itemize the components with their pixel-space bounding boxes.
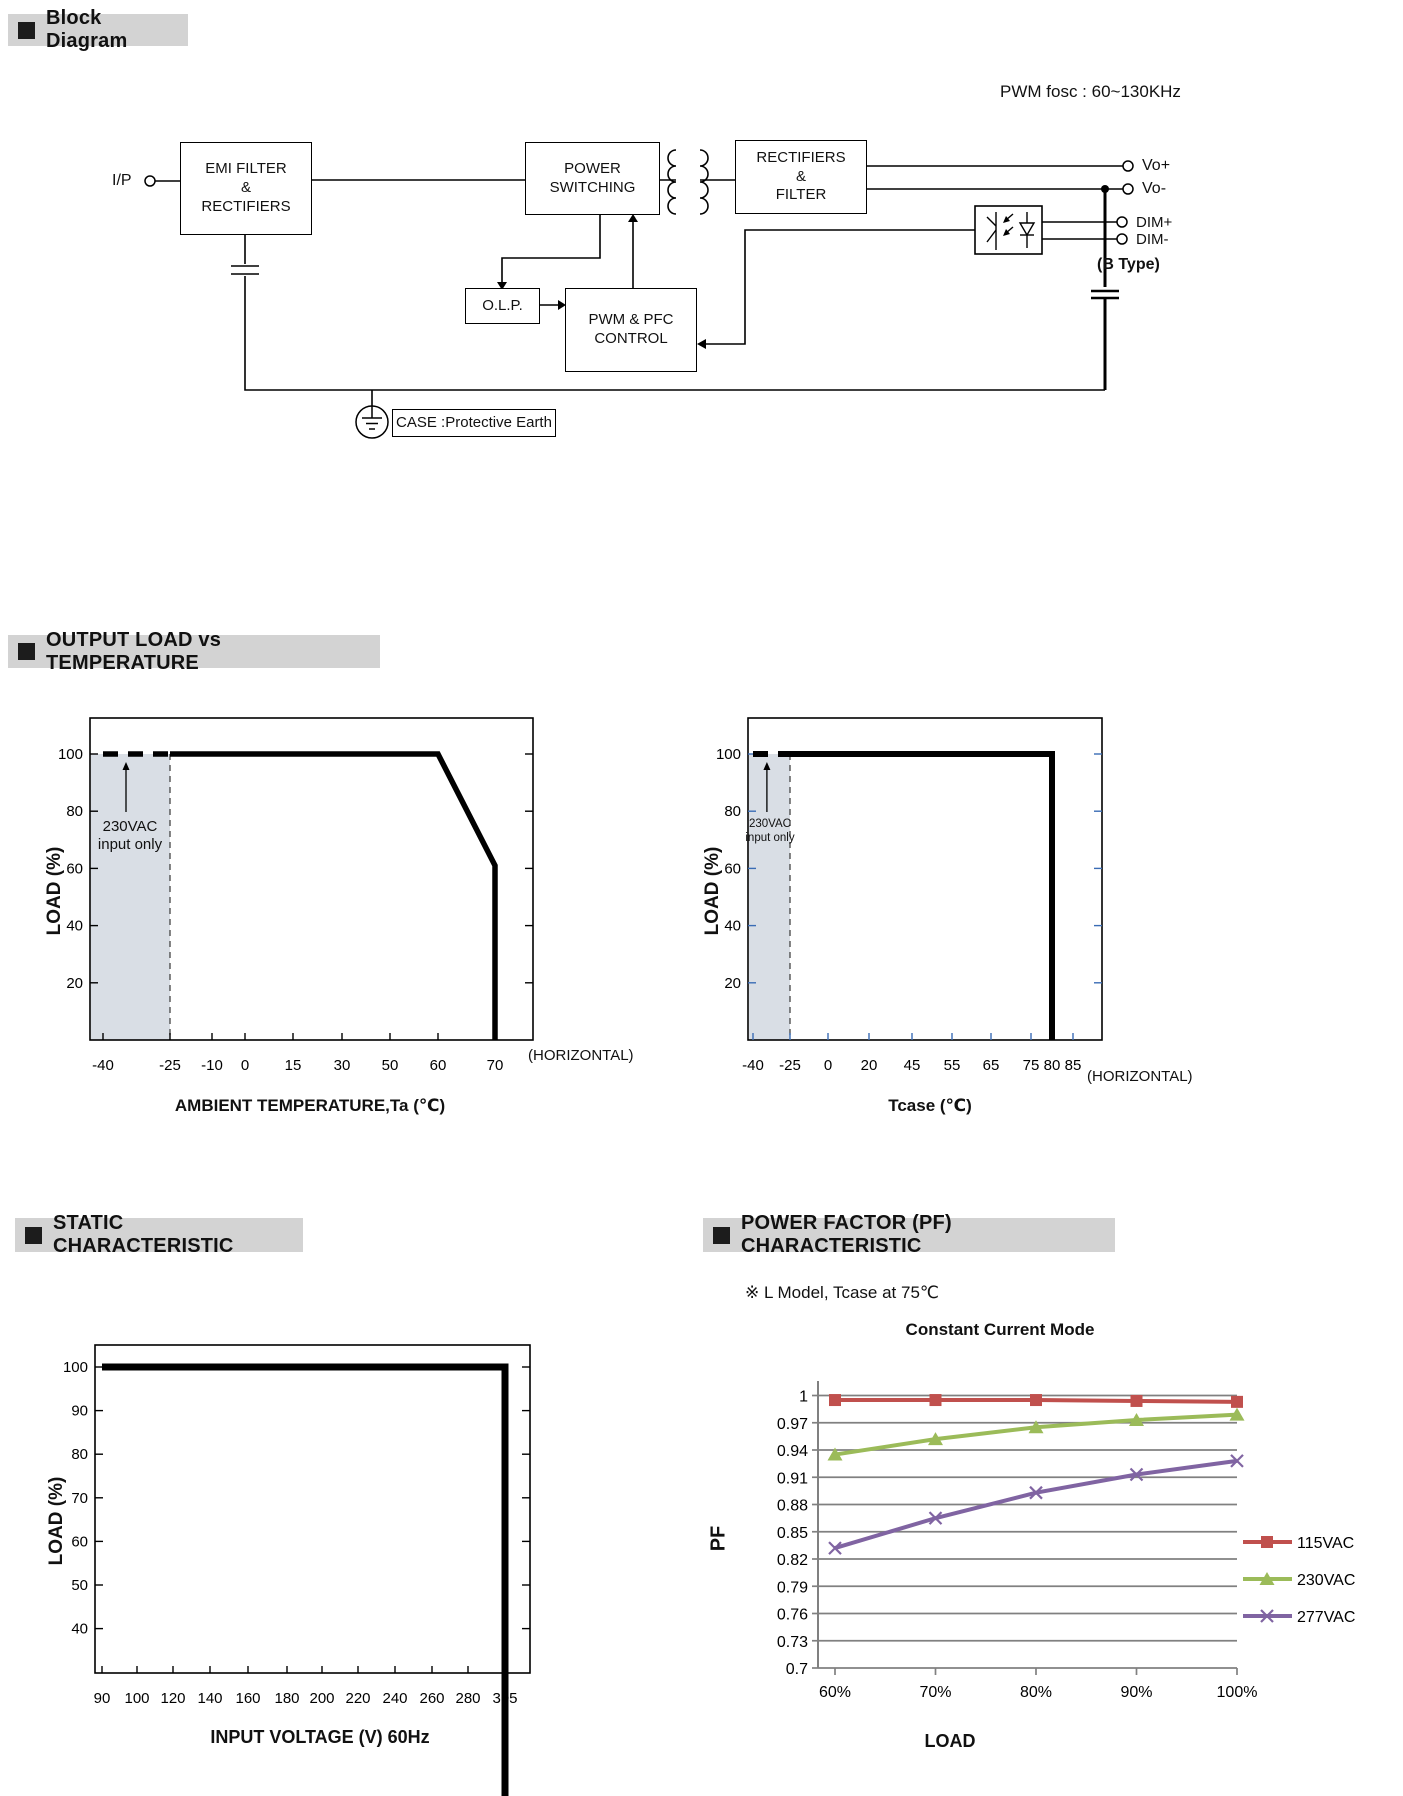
box-line: CASE :Protective Earth: [396, 413, 552, 431]
y-tick-label: 0.91: [776, 1470, 808, 1488]
legend-item: [1243, 1572, 1355, 1589]
x-tick-label: 160: [235, 1690, 261, 1707]
box-line: EMI FILTER: [205, 160, 287, 178]
pf-chart-title: Constant Current Mode: [905, 1320, 1095, 1339]
section-title: STATIC CHARACTERISTIC: [53, 1212, 234, 1257]
b-type-note: (B Type): [1097, 256, 1160, 273]
box-line: POWER: [564, 159, 621, 177]
x-tick-label: 50: [381, 1057, 399, 1074]
shade-note-line: input only: [97, 836, 163, 853]
legend-label: 230VAC: [1297, 1572, 1356, 1589]
box-line: &: [240, 179, 251, 197]
chart-ambient_load: [58, 718, 533, 1074]
x-tick-label: 305: [492, 1690, 518, 1707]
y-tick-label: 40: [71, 1620, 88, 1638]
box-line: O.L.P.: [482, 296, 523, 314]
x-tick-label: 30: [333, 1057, 351, 1074]
y-tick-label: 90: [71, 1402, 88, 1420]
dim-plus-label: DIM+: [1136, 214, 1173, 231]
x-tick-label: 0: [823, 1057, 833, 1074]
y-tick-label: 0.76: [776, 1606, 808, 1624]
tcase-x-axis-title: Tcase (℃): [888, 1096, 972, 1115]
legend-item: [1243, 1535, 1354, 1552]
legend-item: [1243, 1609, 1355, 1626]
y-tick-label: 0.79: [776, 1579, 808, 1597]
box-line: FILTER: [775, 186, 827, 204]
shade-note-line: 230VAC: [102, 818, 158, 835]
x-tick-label: 60: [429, 1057, 447, 1074]
y-tick-label: 80: [71, 1446, 88, 1464]
y-tick-label: 60: [71, 1533, 88, 1551]
y-tick-label: 0.85: [776, 1524, 808, 1542]
y-tick-label: 0.97: [776, 1415, 808, 1433]
box-line: CONTROL: [594, 330, 668, 347]
y-tick-label: 70: [71, 1489, 88, 1507]
section-title: POWER FACTOR (PF) CHARACTERISTIC: [741, 1212, 952, 1257]
pf-legend: [1243, 1535, 1355, 1626]
pf-y-axis-title: PF: [707, 1525, 730, 1552]
y-tick-label: 0.82: [776, 1552, 808, 1570]
x-tick-label: 200: [309, 1690, 335, 1707]
x-tick-label: 90%: [1120, 1684, 1153, 1701]
x-tick-label: 55: [943, 1057, 961, 1074]
y-tick-label: 100: [62, 1359, 88, 1376]
section-title: Block Diagram: [46, 7, 128, 52]
x-tick-label: 70%: [919, 1684, 952, 1701]
shade-note-line: 230VAC: [749, 818, 791, 830]
y-tick-label: 40: [66, 917, 83, 935]
x-tick-label: 45: [903, 1057, 921, 1074]
legend-label: 115VAC: [1297, 1535, 1355, 1552]
y-tick-label: 0.73: [776, 1633, 808, 1651]
vo-minus-label: Vo-: [1142, 180, 1167, 197]
x-tick-label: 140: [197, 1690, 223, 1707]
y-tick-label: 0.88: [776, 1497, 808, 1515]
y-tick-label: 0.94: [776, 1443, 808, 1461]
ambient-horizontal-note: (HORIZONTAL): [528, 1047, 634, 1064]
x-tick-label: 280: [455, 1690, 481, 1707]
x-tick-label: -25: [779, 1057, 801, 1074]
tcase-y-axis-title: LOAD (%): [702, 846, 723, 936]
x-tick-label: 220: [345, 1690, 371, 1707]
vo-plus-label: Vo+: [1142, 157, 1171, 174]
x-tick-label: 15: [284, 1057, 302, 1074]
tcase-shade-note: [741, 818, 799, 846]
x-tick-label: 80%: [1019, 1684, 1053, 1701]
x-tick-label: 60%: [818, 1684, 852, 1701]
x-tick-label: 85: [1064, 1057, 1082, 1074]
box-line: PWM & PFC: [588, 311, 674, 329]
x-tick-label: -10: [201, 1057, 223, 1074]
y-tick-label: 100: [57, 746, 83, 763]
y-tick-label: 60: [724, 860, 741, 878]
x-tick-label: 75: [1022, 1057, 1040, 1074]
x-tick-label: -25: [159, 1057, 181, 1074]
x-tick-label: 120: [160, 1690, 186, 1707]
legend-label: 277VAC: [1297, 1609, 1356, 1626]
x-tick-label: 90: [93, 1690, 111, 1707]
pf-model-note: ※ L Model, Tcase at 75℃: [745, 1283, 939, 1302]
y-tick-label: 80: [724, 803, 741, 821]
ambient-y-axis-title: LOAD (%): [44, 846, 65, 936]
ambient-x-axis-title: AMBIENT TEMPERATURE,Ta (℃): [174, 1096, 446, 1115]
y-tick-label: 100: [715, 746, 741, 763]
y-tick-label: 0.7: [785, 1661, 808, 1678]
x-tick-label: 180: [274, 1690, 300, 1707]
y-tick-label: 40: [724, 917, 741, 935]
input-terminal-label: I/P: [112, 172, 132, 189]
x-tick-label: 20: [860, 1057, 878, 1074]
shade-note-line: input only: [745, 831, 795, 844]
ambient-shade-note: [85, 818, 175, 854]
box-line: RECTIFIERS: [201, 197, 291, 215]
static-y-axis-title: LOAD (%): [46, 1476, 67, 1566]
y-tick-label: 50: [71, 1577, 88, 1594]
tcase-horizontal-note: (HORIZONTAL): [1087, 1068, 1193, 1085]
box-line: &: [795, 167, 806, 185]
x-tick-label: 80: [1043, 1057, 1061, 1074]
dim-minus-label: DIM-: [1136, 231, 1169, 248]
x-tick-label: -40: [92, 1057, 114, 1074]
y-tick-label: 1: [799, 1388, 808, 1406]
chart-tcase_load: [716, 718, 1102, 1074]
box-line: RECTIFIERS: [756, 148, 846, 166]
x-tick-label: 0: [240, 1057, 250, 1074]
y-tick-label: 20: [724, 974, 741, 992]
x-tick-label: 260: [419, 1690, 445, 1707]
chart-pf: [777, 1381, 1356, 1701]
x-tick-label: 70: [486, 1057, 504, 1074]
x-tick-label: 65: [982, 1057, 1000, 1074]
x-tick-label: 100%: [1216, 1684, 1258, 1701]
x-tick-label: -40: [742, 1057, 764, 1074]
y-tick-label: 20: [66, 974, 83, 992]
pf-x-axis-title: LOAD: [924, 1731, 976, 1751]
pwm-fosc-note: PWM fosc : 60~130KHz: [1000, 82, 1181, 101]
static-x-axis-title: INPUT VOLTAGE (V) 60Hz: [210, 1727, 430, 1747]
x-tick-label: 100: [124, 1690, 150, 1707]
section-title: OUTPUT LOAD vs TEMPERATURE: [46, 628, 222, 674]
y-tick-label: 80: [66, 803, 83, 821]
y-tick-label: 60: [66, 860, 83, 878]
box-line: SWITCHING: [549, 178, 636, 196]
x-tick-label: 240: [382, 1690, 408, 1707]
